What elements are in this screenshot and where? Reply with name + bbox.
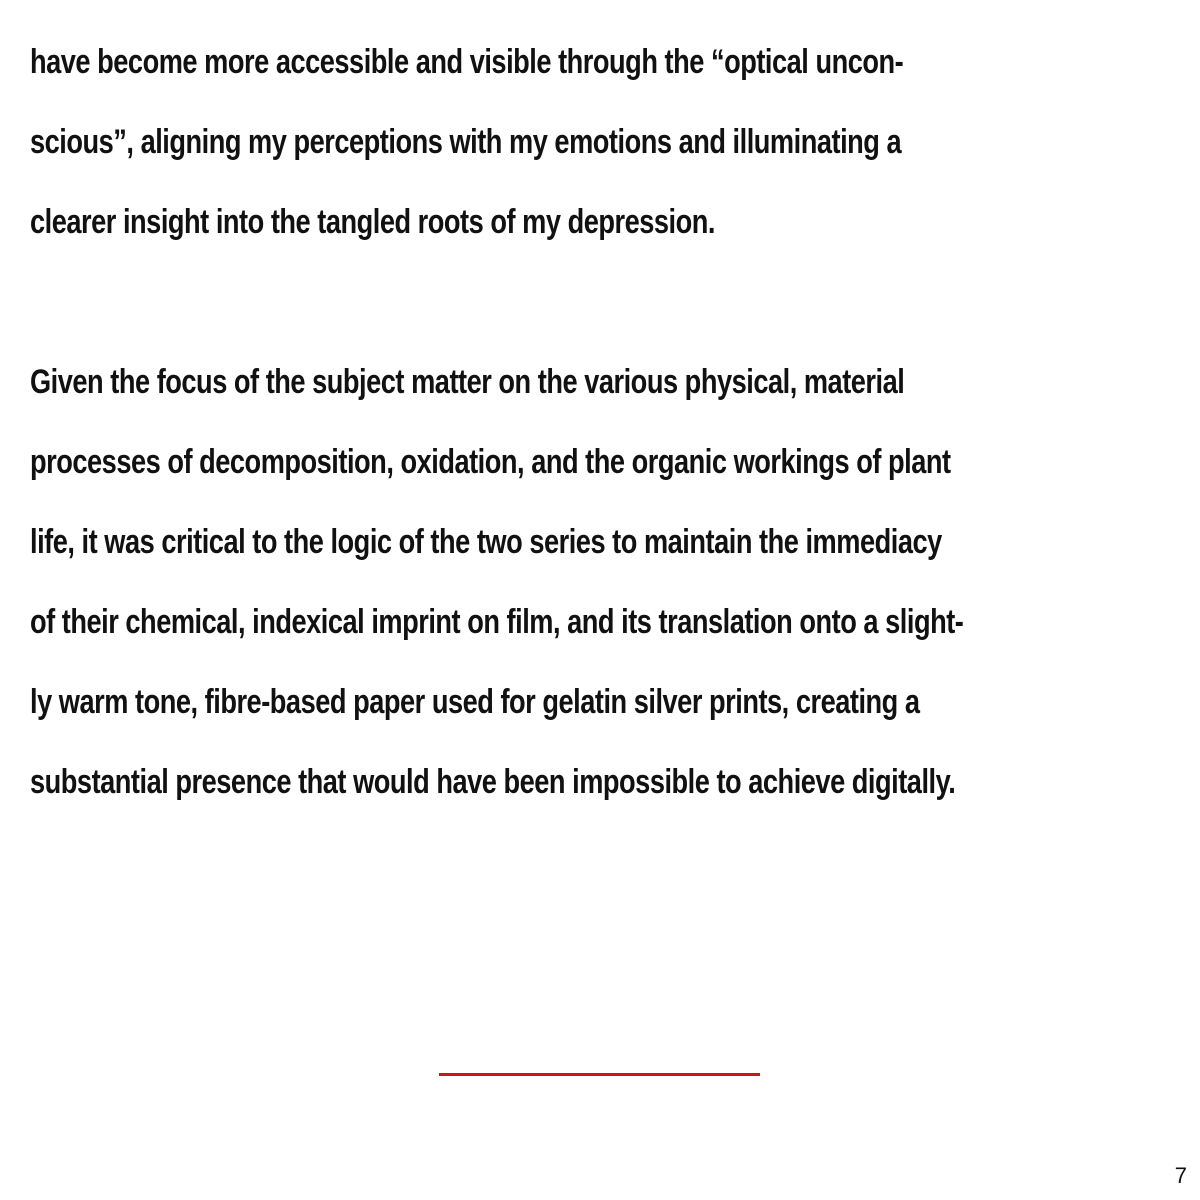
page-number: 7 <box>1174 1163 1187 1188</box>
paragraph-line: Given the focus of the subject matter on the various physical, material <box>30 363 905 401</box>
paragraph-line: of their chemical, indexical imprint on film, and its translation onto a slight- <box>30 603 964 641</box>
paragraph-line: clearer insight into the tangled roots of my depression. <box>30 203 715 241</box>
paragraph-line: ly warm tone, fibre-based paper used for gelatin silver prints, creating a <box>30 683 920 721</box>
paragraph-line: processes of decomposition, oxidation, and the organic workings of plant <box>30 443 951 481</box>
paragraph-line: have become more accessible and visible through the “optical uncon- <box>30 43 904 81</box>
red-divider <box>439 1073 760 1076</box>
paragraph-line: substantial presence that would have been impossible to achieve digitally. <box>30 763 956 801</box>
paragraph-line: scious”, aligning my perceptions with my emotions and illuminating a <box>30 123 902 161</box>
paragraph-line: life, it was critical to the logic of the two series to maintain the immediacy <box>30 523 942 561</box>
